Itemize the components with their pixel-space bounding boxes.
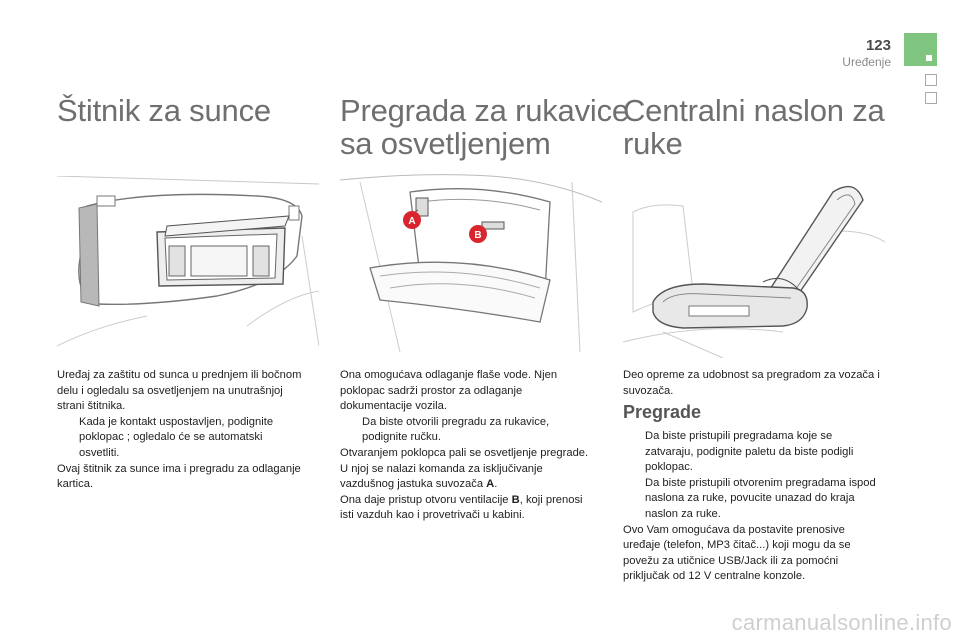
label-b: B — [474, 230, 482, 241]
watermark: carmanualsonline.info — [731, 610, 952, 635]
armrest-title: Centralni naslon za ruke — [623, 93, 885, 161]
chapter-tab — [904, 33, 937, 66]
glovebox-illustration — [340, 172, 602, 358]
glovebox-paragraph: Ona omogućava odlaganje flaše vode. Njen poklopac sadrži prostor za odlaganje dokumentacije vozila. — [340, 369, 558, 413]
armrest-bullet: Da biste pristupili pregradama koje se zatvaraju, podignite paletu da biste podigli poklopac. — [645, 430, 854, 474]
glovebox-text — [340, 368, 595, 524]
armrest-illustration — [623, 172, 885, 358]
sun-visor-bullet: Kada je kontakt uspostavljen, podignite poklopac ; ogledalo će se automatski osvetliti. — [79, 415, 274, 459]
armrest-subtitle: Pregrade — [623, 402, 702, 422]
glovebox-paragraph: Otvaranjem poklopca pali se osvetljenje pregrade. — [340, 446, 589, 459]
section-label: Uređenje — [842, 55, 891, 69]
nav-square-icon — [925, 74, 937, 86]
armrest-bullet: Da biste pristupili otvorenim pregradama ispod naslona za ruke, povucite unazad do kraja naslon za ruke. — [645, 476, 876, 520]
glovebox-bullet: Da biste otvorili pregradu za rukavice, podignite ručku. — [362, 415, 550, 444]
armrest-text — [623, 368, 883, 399]
sun-visor-text — [57, 368, 302, 493]
nav-square-icon — [925, 92, 937, 104]
sun-visor-paragraph: Ovaj štitnik za sunce ima i pregradu za odlaganje kartica. — [57, 462, 301, 491]
page-number: 123 — [865, 37, 891, 54]
armrest-paragraph: Deo opreme za udobnost sa pregradom za vozača i suvozača. — [623, 369, 880, 397]
armrest-text-2 — [623, 429, 883, 585]
glovebox-paragraph: Ona daje pristup otvoru ventilacije B, koji prenosi isti vazduh kao i provetrivači u kabini. — [340, 493, 583, 522]
glovebox-title: Pregrada za rukavice sa osvetljenjem — [340, 93, 629, 161]
glovebox-paragraph: U njoj se nalazi komanda za isključivanje vazdušnog jastuka suvozača A. — [340, 462, 543, 491]
tab-dot-icon — [926, 55, 932, 61]
sun-visor-illustration — [57, 176, 319, 356]
armrest-paragraph: Ovo Vam omogućava da postavite prenosive uređaje (telefon, MP3 čitač...) koji mogu da se povežu za utičnice USB/Jack ili za pomoćni priključak od 12 V centralne konzole. — [623, 523, 851, 583]
sun-visor-title: Štitnik za sunce — [57, 93, 271, 128]
label-a: A — [408, 216, 416, 227]
sun-visor-paragraph: Uređaj za zaštitu od sunca u prednjem ili bočnom delu i ogledalu sa osvetljenjem na unutrašnjoj strani štitnika. — [57, 369, 302, 413]
